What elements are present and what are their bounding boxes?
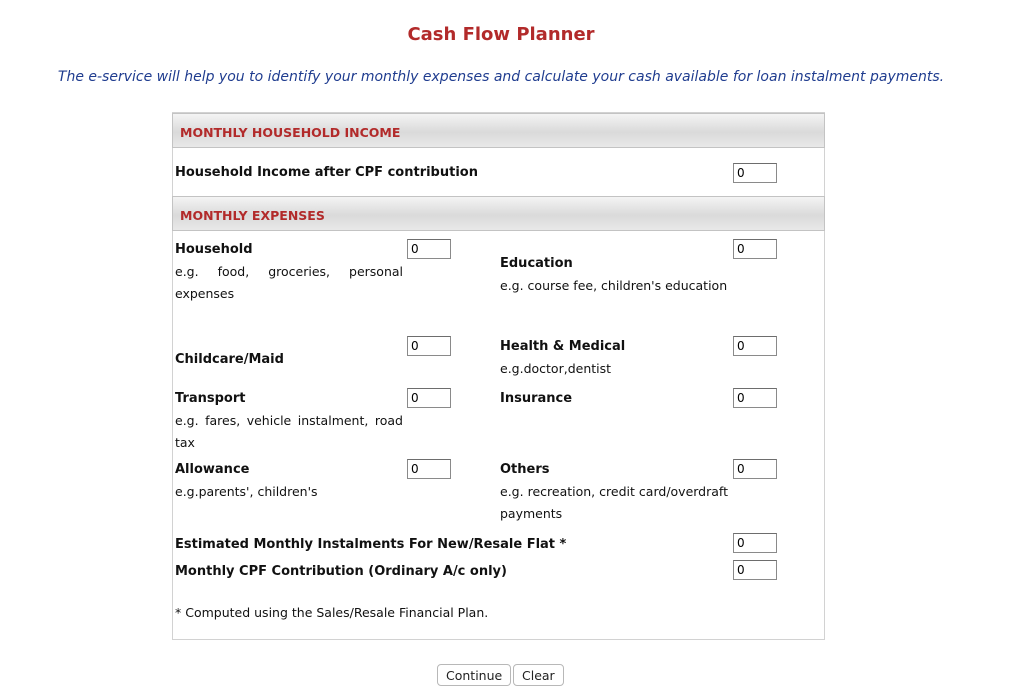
household-expense-desc: e.g. food, groceries, personal expenses <box>175 264 403 301</box>
transport-expense-desc: e.g. fares, vehicle instalment, road tax <box>175 413 403 450</box>
page-title: Cash Flow Planner <box>407 24 595 45</box>
others-expense-input[interactable] <box>733 459 777 479</box>
childcare-expense-label: Childcare/Maid <box>175 352 284 367</box>
education-expense-input[interactable] <box>733 239 777 259</box>
insurance-expense-label: Insurance <box>500 391 573 406</box>
allowance-expense-input[interactable] <box>407 459 451 479</box>
transport-expense-input[interactable] <box>407 388 451 408</box>
instalments-label: Estimated Monthly Instalments For New/Resale Flat * <box>175 537 567 552</box>
health-expense-input[interactable] <box>733 336 777 356</box>
education-expense-label: Education <box>500 256 573 271</box>
cpf-contribution-label: Monthly CPF Contribution (Ordinary A/c only) <box>175 564 507 579</box>
insurance-expense-input[interactable] <box>733 388 777 408</box>
page-intro: The e-service will help you to identify your monthly expenses and calculate your cash available for loan instalment payments. <box>57 69 945 85</box>
expenses-section-heading: MONTHLY EXPENSES <box>172 196 825 231</box>
household-expense-label: Household <box>175 242 253 257</box>
instalments-input[interactable] <box>733 533 777 553</box>
health-expense-desc: e.g.doctor,dentist <box>500 361 612 376</box>
continue-button[interactable]: Continue <box>437 664 511 686</box>
cash-flow-form <box>172 112 825 640</box>
childcare-expense-input[interactable] <box>407 336 451 356</box>
household-income-label: Household Income after CPF contribution <box>175 165 478 180</box>
transport-expense-label: Transport <box>175 391 246 406</box>
household-expense-input[interactable] <box>407 239 451 259</box>
education-expense-desc: e.g. course fee, children's education <box>500 278 728 293</box>
allowance-expense-label: Allowance <box>175 462 250 477</box>
others-expense-label: Others <box>500 462 550 477</box>
income-section-heading: MONTHLY HOUSEHOLD INCOME <box>172 113 825 148</box>
household-income-input[interactable] <box>733 163 777 183</box>
footnote: * Computed using the Sales/Resale Financial Plan. <box>175 605 489 620</box>
health-expense-label: Health & Medical <box>500 339 626 354</box>
others-expense-desc: e.g. recreation, credit card/overdraft payments <box>500 484 728 521</box>
cpf-contribution-input[interactable] <box>733 560 777 580</box>
allowance-expense-desc: e.g.parents', children's <box>175 484 318 499</box>
clear-button[interactable]: Clear <box>513 664 564 686</box>
